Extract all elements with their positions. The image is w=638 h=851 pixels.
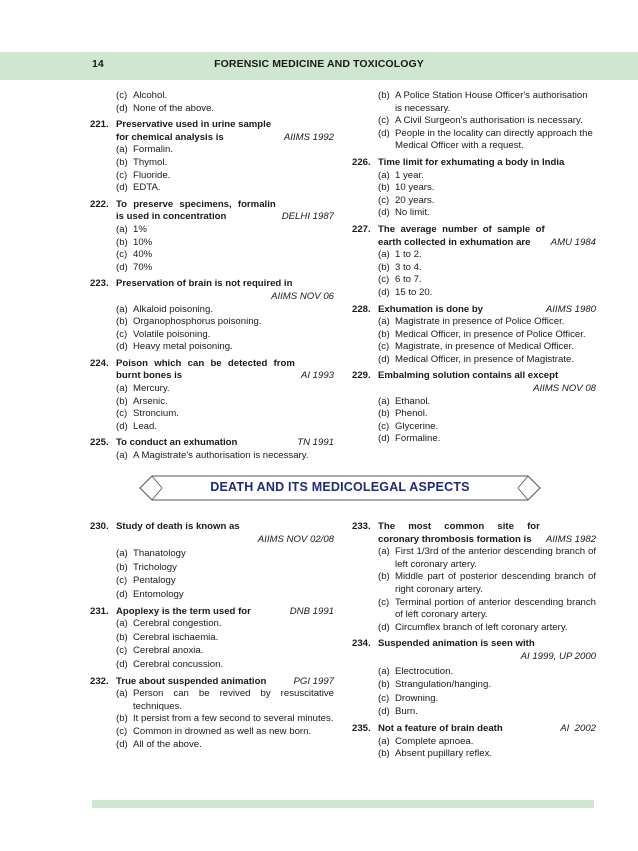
option: (d) Circumflex branch of left coronary artery. [378, 621, 568, 633]
option: (d) Formaline. [378, 433, 441, 445]
exam-source: AIIMS 1980 [545, 303, 596, 315]
option: (c) A Civil Surgeon's authorisation is necessary. [378, 115, 583, 127]
option: (b) 3 to 4. [378, 261, 422, 273]
question-230 [90, 521, 334, 602]
exam-source: AIIMS NOV 06 [271, 290, 334, 302]
option: (a) Thanatology [116, 548, 186, 560]
question-stem: 226. Time limit for exhumating a body in India [352, 156, 565, 168]
option: (a) Mercury. [116, 383, 170, 395]
option: (c) Glycerine. [378, 420, 439, 432]
option: (b) Organophosphorus poisoning. [116, 316, 262, 328]
question-stem: 231. DNB 1991 Apoplexy is the term used for [90, 605, 334, 617]
option: (d) No limit. [378, 207, 430, 219]
question-stem: 234. Suspended animation is seen with [352, 638, 535, 650]
question-222 [90, 199, 334, 275]
option: (a) Ethanol. [378, 395, 431, 407]
question-235 [352, 723, 596, 761]
option: (c) Common in drowned as well as new born. [116, 725, 312, 737]
option: (c) 6 to 7. [378, 274, 422, 286]
section-banner [138, 474, 542, 502]
question-stem: 233. AIIMS 1982 The most common site for coronary thrombosis formation is [352, 521, 596, 545]
question-stem: 222. DELHI 1987 To preserve specimens, formalin is used in concentration [90, 198, 334, 223]
exam-source: TN 1991 [297, 437, 334, 449]
question-stem: 229. Embalming solution contains all except [352, 370, 559, 382]
exam-source: PGI 1997 [293, 675, 334, 687]
question-stem: 227. AMU 1984 The average number of sample of earth collected in exhumation are [352, 223, 596, 248]
question-225 [90, 437, 334, 462]
question-stem: 221. AIIMS 1992 Preservative used in urine sample for chemical analysis is [90, 119, 334, 143]
question-231 [90, 606, 334, 672]
option: (b) 10 years. [378, 182, 435, 194]
option: (c) 40% [116, 249, 153, 261]
option: (b) Thymol. [116, 156, 168, 168]
option: (c) Stroncium. [116, 408, 179, 420]
option: (a) Person can be revived by resuscitative techniques. [116, 688, 334, 712]
option: (a) First 1/3rd of the anterior descending branch of left coronary artery. [378, 546, 596, 570]
exam-source: AIIMS NOV 08 [533, 383, 596, 395]
question-234 [352, 638, 596, 719]
option: (b) Medical Officer, in presence of Police Officer. [378, 328, 586, 340]
question-221 [90, 119, 334, 195]
option: (a) Cerebral congestion. [116, 618, 222, 630]
option: (c) Terminal portion of anterior descending branch of left coronary artery. [378, 596, 596, 621]
option: (c) Fluoride. [116, 169, 171, 181]
exam-source: AI 1993 [300, 370, 334, 382]
option: (b) It persist from a few second to several minutes. [116, 713, 334, 725]
continued-question-left [90, 90, 334, 115]
option: (c) Alcohol. [116, 90, 168, 101]
option: (b) Phenol. [378, 408, 428, 420]
option: (a) 1% [116, 223, 147, 235]
option: (a) Electrocution. [378, 665, 454, 677]
option: (c) 20 years. [378, 194, 435, 206]
exam-source: DNB 1991 [289, 605, 334, 617]
option: (a) Formalin. [116, 144, 173, 156]
option: (b) Cerebral ischaemia. [116, 631, 219, 643]
option: (d) Burn. [378, 706, 418, 718]
option: (d) Entomology [116, 588, 184, 600]
column-top-left [90, 90, 334, 463]
column-bottom-left [90, 521, 334, 751]
option: (c) Cerebral anoxia. [116, 645, 204, 657]
exam-source: DELHI 1987 [281, 211, 334, 223]
option: (c) Drowning. [378, 692, 439, 704]
option: (d) 15 to 20. [378, 286, 433, 298]
question-stem: 225. TN 1991 To conduct an exhumation [90, 437, 334, 449]
question-stem: 224. AI 1993 Poison which can be detected from burnt bones is [90, 357, 334, 382]
option: (b) Trichology [116, 561, 177, 573]
option: (d) People in the locality can directly approach the Medical Officer with a request. [378, 127, 593, 152]
column-top-right [352, 90, 596, 446]
question-223 [90, 278, 334, 354]
option: (d) All of the above. [116, 738, 202, 750]
question-stem: 232. PGI 1997 True about suspended animation [90, 675, 334, 687]
question-stem: 235. AI 2002 Not a feature of brain death [352, 722, 596, 734]
option: (d) Cerebral concussion. [116, 658, 224, 670]
option: (d) 70% [116, 261, 153, 273]
option: (d) Heavy metal poisoning. [116, 341, 233, 353]
question-224 [90, 358, 334, 434]
option: (b) Strangulation/hanging. [378, 679, 492, 691]
question-232 [90, 676, 334, 752]
question-233 [352, 521, 596, 634]
option: (c) Magistrate, in presence of Medical Officer. [378, 341, 574, 353]
option: (c) Volatile poisoning. [116, 328, 211, 340]
column-bottom-right [352, 521, 596, 761]
question-227 [352, 224, 596, 300]
question-stem: 230. Study of death is known as [90, 521, 240, 532]
exam-source: AIIMS NOV 02/08 [257, 533, 334, 545]
exam-source: AIIMS 1982 [545, 533, 596, 545]
option: (b) Middle part of posterior descending branch of right coronary artery. [378, 571, 596, 595]
exam-source: AI 1999, UP 2000 [520, 650, 596, 662]
continued-question-right [352, 90, 596, 153]
section-title: DEATH AND ITS MEDICOLEGAL ASPECTS [210, 480, 470, 494]
footer-band [92, 800, 594, 808]
option: (b) 10% [116, 236, 153, 248]
option: (b) A Police Station House Officer's authorisation is necessary. [378, 90, 588, 114]
question-228 [352, 304, 596, 367]
exam-source: AI 2002 [560, 722, 596, 734]
option: (b) Absent pupillary reflex. [378, 748, 493, 760]
option: (a) 1 year. [378, 169, 424, 181]
option: (d) None of the above. [116, 102, 215, 114]
option: (d) EDTA. [116, 182, 161, 194]
option: (a) Alkaloid poisoning. [116, 303, 214, 315]
question-stem: 228. AIIMS 1980 Exhumation is done by [352, 303, 596, 315]
option: (a) A Magistrate's authorisation is necessary. [116, 450, 309, 462]
question-stem: 223. Preservation of brain is not required in [90, 278, 293, 290]
exam-source: AIIMS 1992 [283, 131, 334, 143]
option: (d) Lead. [116, 420, 158, 432]
option: (a) 1 to 2. [378, 249, 422, 261]
page-number: 14 [92, 58, 104, 70]
option: (a) Magistrate in presence of Police Officer. [378, 316, 565, 328]
option: (c) Pentalogy [116, 575, 176, 587]
running-title: FORENSIC MEDICINE AND TOXICOLOGY [214, 58, 424, 70]
option: (d) Medical Officer, in presence of Magistrate. [378, 353, 574, 365]
question-229 [352, 370, 596, 446]
option: (b) Arsenic. [116, 395, 168, 407]
option: (a) Complete apnoea. [378, 735, 474, 747]
exam-source: AMU 1984 [550, 236, 596, 248]
question-226 [352, 157, 596, 220]
